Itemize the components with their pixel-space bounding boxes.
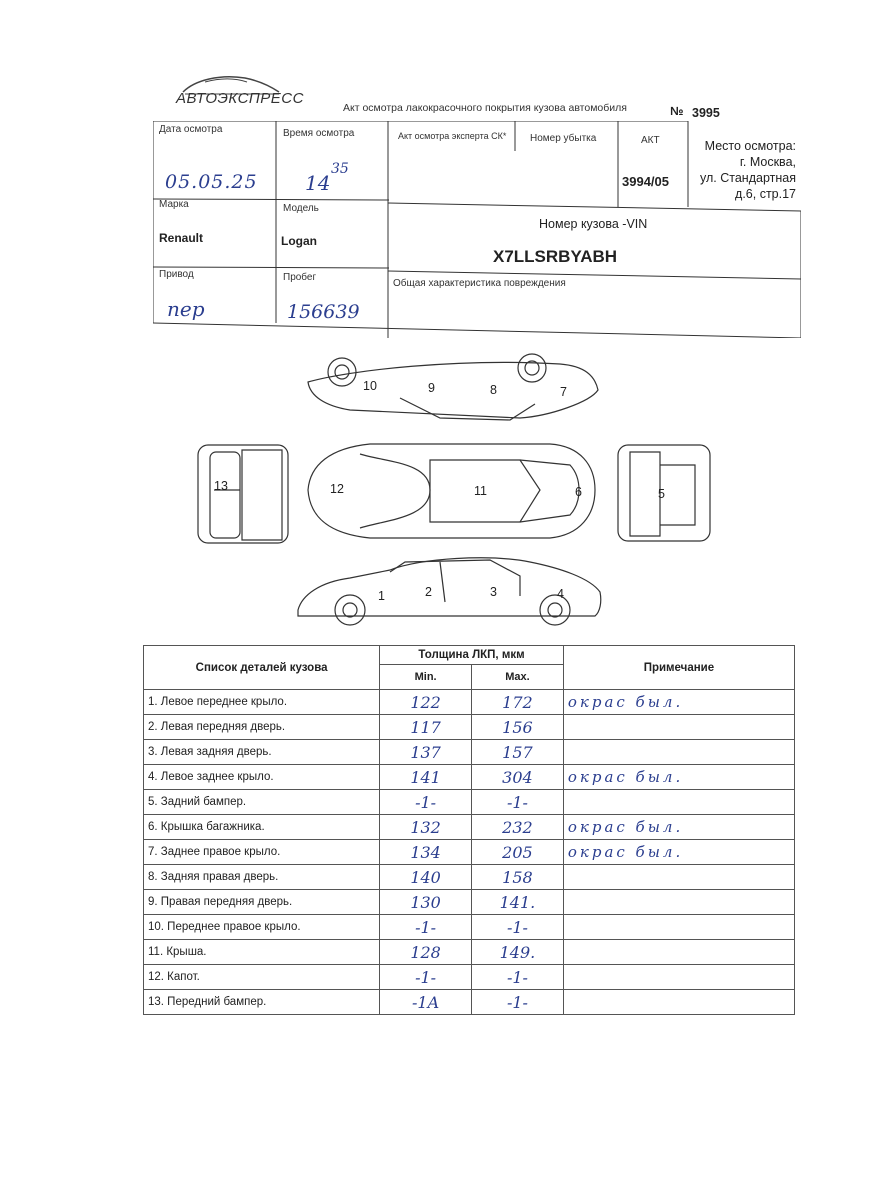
min-value: 132 — [380, 815, 472, 840]
zone-7-label: 7 — [560, 385, 567, 399]
table-row — [144, 940, 795, 965]
note-value — [563, 915, 794, 940]
table-row — [144, 715, 795, 740]
table-row — [144, 965, 795, 990]
place-line-3: д.6, стр.17 — [735, 187, 796, 201]
table-row — [144, 865, 795, 890]
max-value: -1- — [472, 915, 564, 940]
zone-11-label: 11 — [474, 484, 487, 498]
paint-thickness-table — [143, 645, 795, 1015]
table-row — [144, 740, 795, 765]
table-row — [144, 765, 795, 790]
min-value: 130 — [380, 890, 472, 915]
damage-label: Общая характеристика повреждения — [393, 278, 566, 289]
zone-4-label: 4 — [557, 587, 564, 601]
min-value: 128 — [380, 940, 472, 965]
part-name: 2. Левая передняя дверь. — [144, 715, 380, 740]
make-label: Марка — [159, 199, 189, 210]
min-value: 122 — [380, 690, 472, 715]
max-value: 158 — [472, 865, 564, 890]
min-value: 117 — [380, 715, 472, 740]
min-value: 137 — [380, 740, 472, 765]
drive-value: пер — [167, 297, 205, 321]
part-name: 4. Левое заднее крыло. — [144, 765, 380, 790]
car-left-side-view — [298, 558, 601, 625]
max-value: 172 — [472, 690, 564, 715]
time-minutes: 35 — [331, 161, 349, 177]
note-value: окрас был. — [563, 815, 794, 840]
max-value: 232 — [472, 815, 564, 840]
min-value: -1A — [380, 990, 472, 1015]
document-number: 3995 — [692, 106, 720, 120]
part-name: 13. Передний бампер. — [144, 990, 380, 1015]
car-front-view — [198, 445, 288, 543]
col-max-header: Max. — [472, 665, 564, 690]
time-label: Время осмотра — [283, 128, 355, 139]
part-name: 11. Крыша. — [144, 940, 380, 965]
note-value — [563, 790, 794, 815]
model-value: Logan — [281, 234, 317, 248]
max-value: 157 — [472, 740, 564, 765]
car-right-side-view — [308, 354, 598, 420]
zone-6-label: 6 — [575, 485, 582, 499]
act-label: АКТ — [641, 135, 660, 146]
note-value — [563, 940, 794, 965]
table-row — [144, 915, 795, 940]
date-value: 05.05.25 — [165, 171, 258, 193]
col-min-header: Min. — [380, 665, 472, 690]
expert-act-label: Акт осмотра эксперта СК* — [398, 131, 507, 141]
model-label: Модель — [283, 203, 319, 214]
part-name: 7. Заднее правое крыло. — [144, 840, 380, 865]
zone-2-label: 2 — [425, 585, 432, 599]
loss-number-label: Номер убытка — [530, 133, 597, 144]
table-row — [144, 890, 795, 915]
zone-8-label: 8 — [490, 383, 497, 397]
zone-3-label: 3 — [490, 585, 497, 599]
part-name: 8. Задняя правая дверь. — [144, 865, 380, 890]
table-row — [144, 790, 795, 815]
document-number-label: № — [670, 104, 684, 118]
vin-value: X7LLSRBYABH — [493, 247, 618, 266]
table-row — [144, 840, 795, 865]
max-value: -1- — [472, 790, 564, 815]
table-row — [144, 815, 795, 840]
min-value: 140 — [380, 865, 472, 890]
max-value: 156 — [472, 715, 564, 740]
part-name: 1. Левое переднее крыло. — [144, 690, 380, 715]
part-name: 3. Левая задняя дверь. — [144, 740, 380, 765]
date-label: Дата осмотра — [159, 124, 223, 135]
zone-9-label: 9 — [428, 381, 435, 395]
time-hours: 14 — [305, 171, 331, 195]
max-value: 205 — [472, 840, 564, 865]
part-name: 12. Капот. — [144, 965, 380, 990]
max-value: -1- — [472, 965, 564, 990]
col-parts-header: Список деталей кузова — [144, 646, 380, 690]
document-title: Акт осмотра лакокрасочного покрытия кузова автомобиля — [343, 102, 627, 114]
note-value — [563, 715, 794, 740]
part-name: 5. Задний бампер. — [144, 790, 380, 815]
col-note-header: Примечание — [563, 646, 794, 690]
note-value: окрас был. — [563, 840, 794, 865]
part-name: 6. Крышка багажника. — [144, 815, 380, 840]
max-value: 304 — [472, 765, 564, 790]
note-value: окрас был. — [563, 765, 794, 790]
mileage-label: Пробег — [283, 272, 317, 283]
mileage-value: 156639 — [287, 301, 360, 323]
min-value: 134 — [380, 840, 472, 865]
note-value — [563, 865, 794, 890]
car-top-view — [308, 444, 595, 538]
note-value: окрас был. — [563, 690, 794, 715]
max-value: 141. — [472, 890, 564, 915]
table-row — [144, 990, 795, 1015]
inspection-form — [153, 121, 801, 338]
zone-12-label: 12 — [330, 482, 344, 496]
make-value: Renault — [159, 231, 204, 245]
car-body-diagram — [190, 340, 720, 640]
min-value: 141 — [380, 765, 472, 790]
drive-label: Привод — [159, 269, 194, 280]
note-value — [563, 990, 794, 1015]
logo-text: АВТОЭКСПРЕСС — [176, 90, 304, 107]
zone-13-label: 13 — [214, 479, 228, 493]
col-thickness-header: Толщина ЛКП, мкм — [380, 646, 564, 665]
place-line-2: ул. Стандартная — [700, 171, 796, 185]
place-line-1: г. Москва, — [739, 155, 796, 169]
max-value: 149. — [472, 940, 564, 965]
vin-label: Номер кузова -VIN — [539, 217, 648, 231]
min-value: -1- — [380, 915, 472, 940]
min-value: -1- — [380, 965, 472, 990]
place-label: Место осмотра: — [704, 139, 796, 153]
part-name: 9. Правая передняя дверь. — [144, 890, 380, 915]
table-row — [144, 690, 795, 715]
zone-1-label: 1 — [378, 589, 385, 603]
max-value: -1- — [472, 990, 564, 1015]
min-value: -1- — [380, 790, 472, 815]
part-name: 10. Переднее правое крыло. — [144, 915, 380, 940]
act-value: 3994/05 — [622, 174, 669, 189]
note-value — [563, 965, 794, 990]
note-value — [563, 740, 794, 765]
table-header-row — [144, 646, 795, 665]
zone-5-label: 5 — [658, 487, 665, 501]
note-value — [563, 890, 794, 915]
inspection-place — [696, 139, 796, 201]
zone-10-label: 10 — [363, 379, 377, 393]
